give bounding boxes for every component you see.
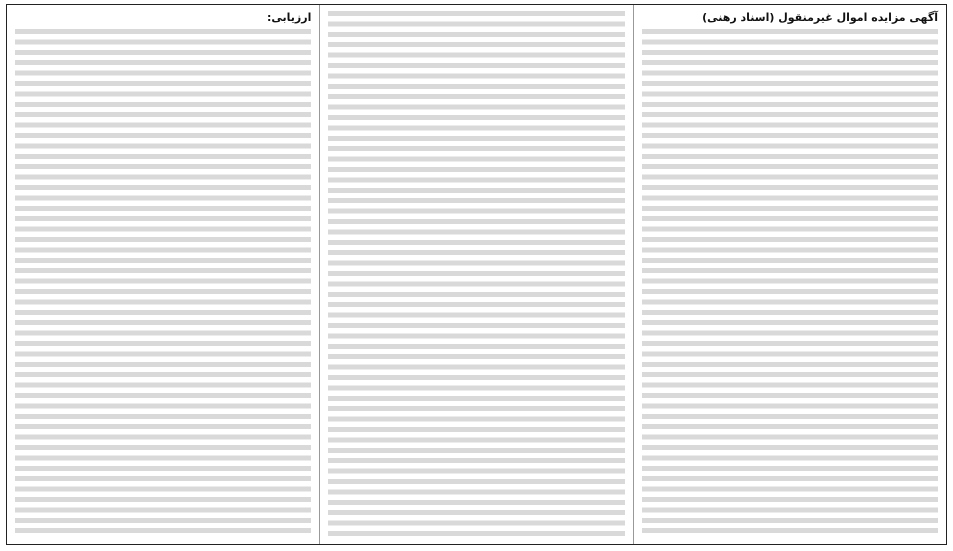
notice-column-right	[634, 5, 946, 544]
unreadable-text-block	[328, 11, 624, 538]
notice-title: آگهی مزایده اموال غیرمنقول (اسناد رهنی)	[702, 11, 938, 24]
auction-notice	[6, 4, 947, 545]
unreadable-text-block	[15, 29, 311, 538]
notice-column-left	[7, 5, 320, 544]
unreadable-text-block	[642, 29, 938, 538]
evaluation-heading: ارزیابی:	[266, 11, 312, 24]
notice-column-middle	[320, 5, 633, 544]
